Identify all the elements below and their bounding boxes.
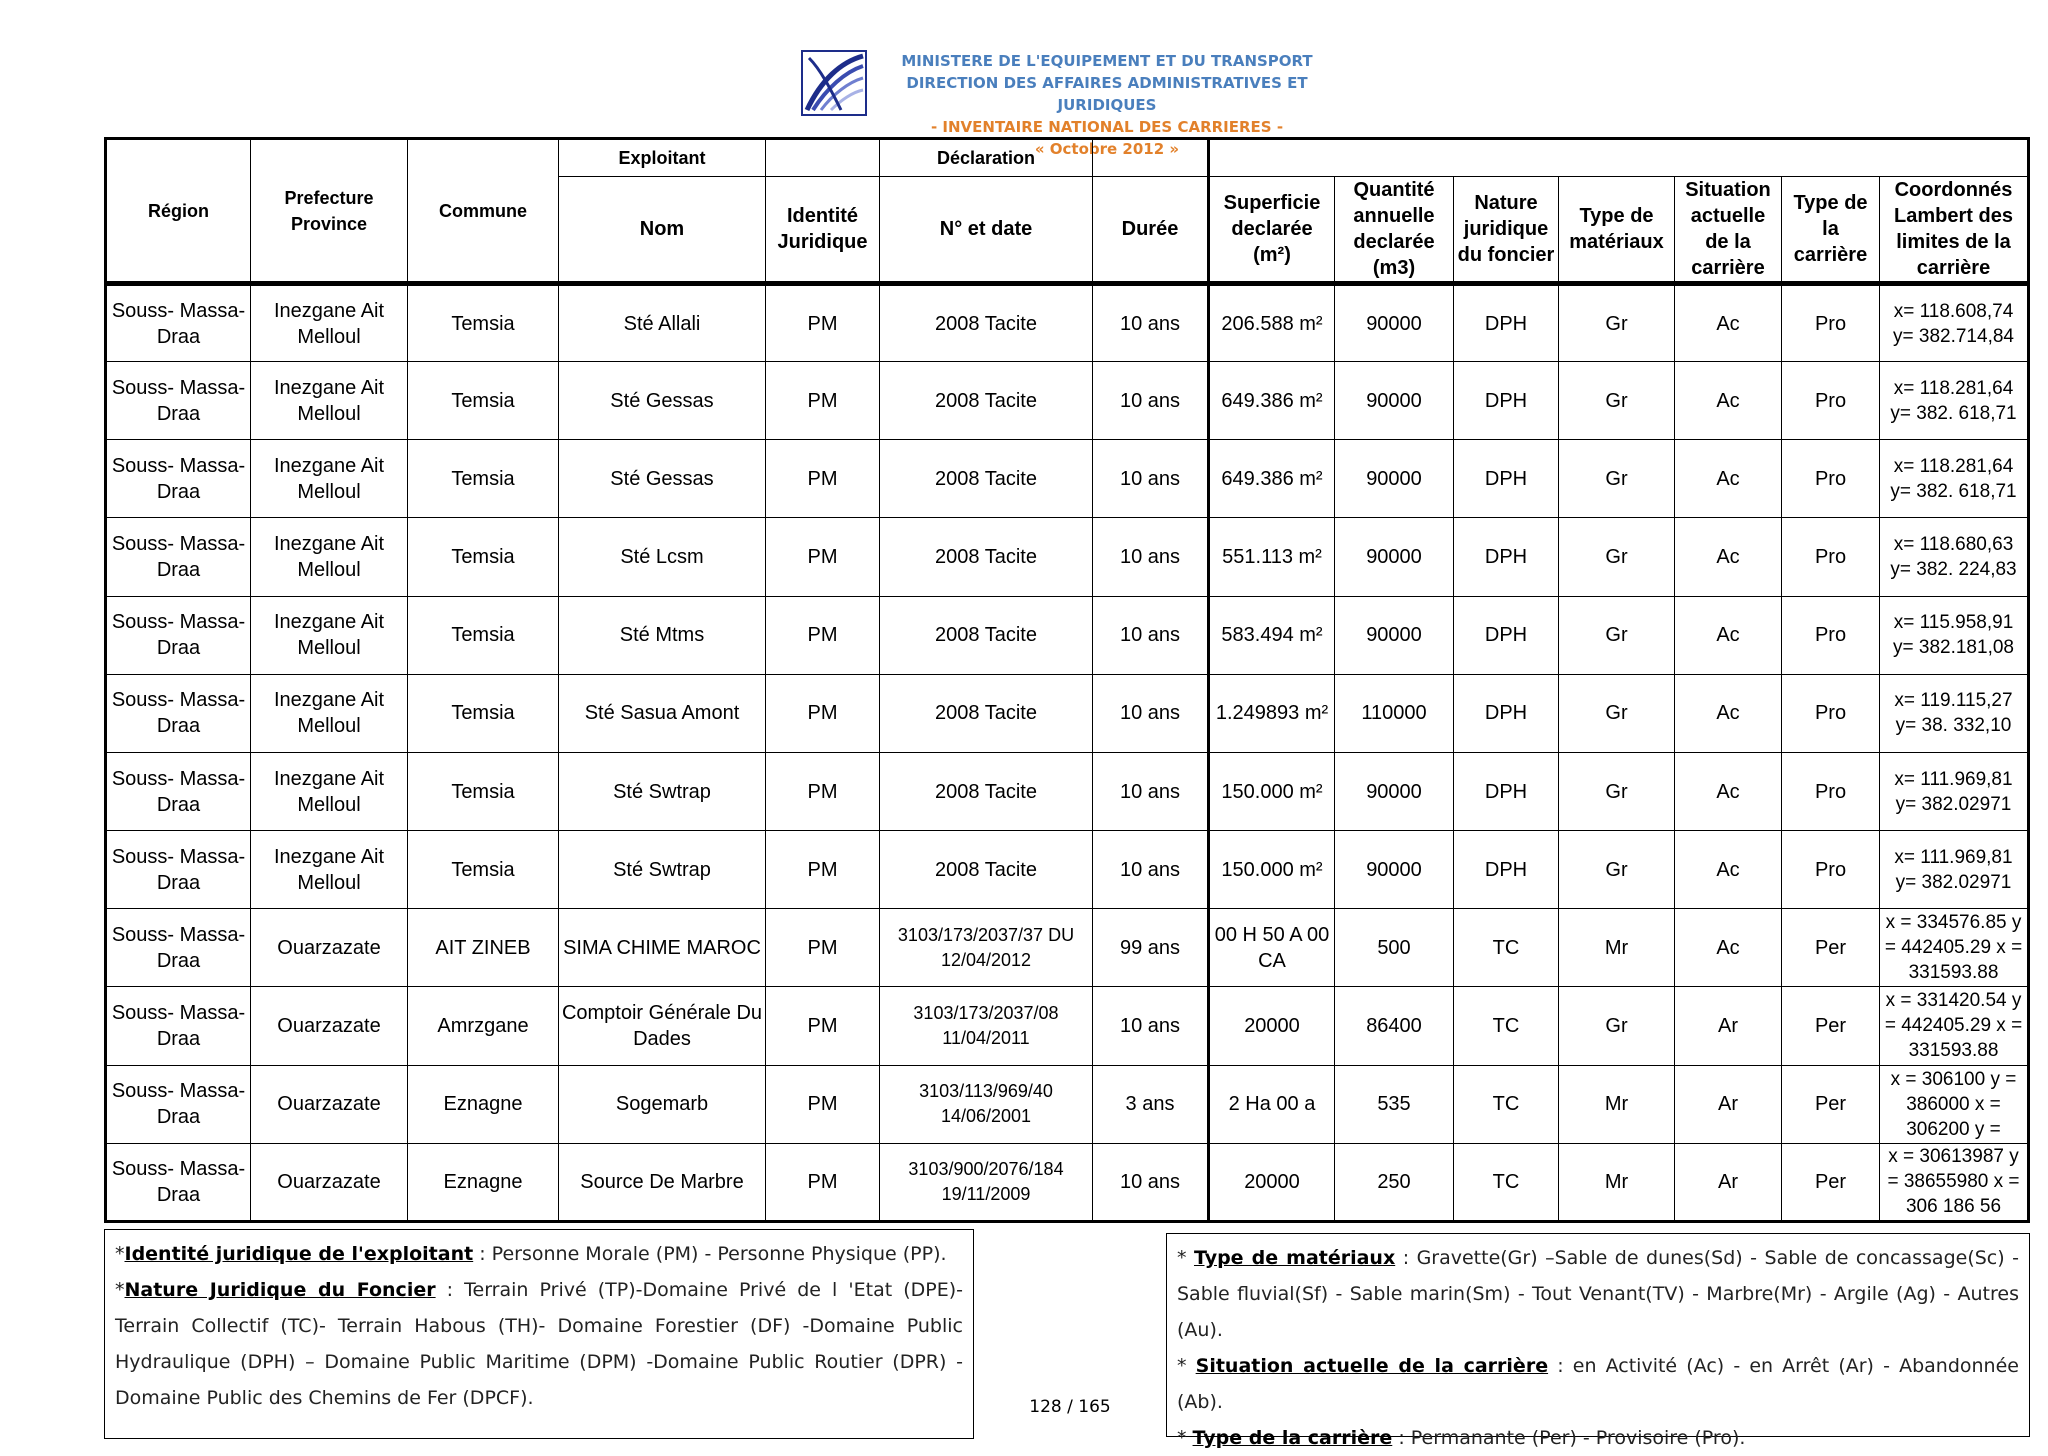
cell-region: Souss- Massa-Draa	[106, 909, 251, 987]
cell-region: Souss- Massa-Draa	[106, 596, 251, 674]
cell-coords: x= 115.958,91 y= 382.181,08	[1880, 596, 2029, 674]
cell-superficie: 20000	[1209, 987, 1335, 1065]
table-row	[106, 987, 2029, 1065]
cell-quantite: 250	[1335, 1143, 1454, 1221]
cell-quantite: 535	[1335, 1065, 1454, 1143]
cell-type-carr: Pro	[1782, 674, 1880, 752]
ministry-logo-icon	[801, 50, 867, 116]
cell-type-carr: Pro	[1782, 518, 1880, 596]
cell-quantite: 90000	[1335, 284, 1454, 362]
cell-prefecture: Inezgane Ait Melloul	[251, 752, 408, 830]
cell-type-mat: Gr	[1559, 831, 1675, 909]
cell-nature: DPH	[1454, 752, 1559, 830]
table-row	[106, 674, 2029, 752]
cell-quantite: 500	[1335, 909, 1454, 987]
cell-numero: 2008 Tacite	[880, 596, 1093, 674]
cell-nature: DPH	[1454, 518, 1559, 596]
cell-situation: Ac	[1675, 909, 1782, 987]
cell-quantite: 86400	[1335, 987, 1454, 1065]
cell-situation: Ar	[1675, 987, 1782, 1065]
cell-coords: x = 334576.85 y = 442405.29 x = 331593.88	[1880, 909, 2029, 987]
quarry-inventory-table	[104, 137, 2030, 1223]
cell-coords: x = 331420.54 y = 442405.29 x = 331593.88	[1880, 987, 2029, 1065]
cell-type-mat: Gr	[1559, 284, 1675, 362]
cell-duree: 10 ans	[1093, 596, 1209, 674]
cell-nature: TC	[1454, 1143, 1559, 1221]
table-row	[106, 909, 2029, 987]
table-row	[106, 752, 2029, 830]
cell-coords: x= 111.969,81 y= 382.02971	[1880, 831, 2029, 909]
cell-nom: Sté Mtms	[559, 596, 766, 674]
legend-type-carriere: * Type de la carrière : Permanante (Per) - Provisoire (Pro).	[1177, 1427, 1746, 1449]
cell-situation: Ac	[1675, 674, 1782, 752]
col-nature: Nature juridique du foncier	[1454, 177, 1559, 284]
col-situation: Situation actuelle de la carrière	[1675, 177, 1782, 284]
cell-quantite: 90000	[1335, 518, 1454, 596]
table-row	[106, 284, 2029, 362]
cell-duree: 3 ans	[1093, 1065, 1209, 1143]
cell-type-carr: Pro	[1782, 596, 1880, 674]
cell-numero: 3103/173/2037/08 11/04/2011	[880, 987, 1093, 1065]
legend-type-carriere-text: : Permanante (Per) - Provisoire (Pro).	[1392, 1427, 1746, 1449]
cell-nom: Sogemarb	[559, 1065, 766, 1143]
cell-nature: DPH	[1454, 362, 1559, 440]
header-inventory: - INVENTAIRE NATIONAL DES CARRIERES -	[930, 118, 1284, 136]
header-date: « Octobre 2012 »	[1034, 140, 1180, 158]
page-number: 128 / 165	[1029, 1397, 1111, 1417]
cell-situation: Ac	[1675, 752, 1782, 830]
cell-commune: Temsia	[408, 362, 559, 440]
cell-region: Souss- Massa-Draa	[106, 440, 251, 518]
cell-situation: Ar	[1675, 1065, 1782, 1143]
table-row	[106, 362, 2029, 440]
cell-quantite: 90000	[1335, 831, 1454, 909]
cell-quantite: 90000	[1335, 596, 1454, 674]
cell-numero: 2008 Tacite	[880, 440, 1093, 518]
cell-type-mat: Gr	[1559, 752, 1675, 830]
legend-identite: *Identité juridique de l'exploitant : Personne Morale (PM) - Personne Physique (PP).	[115, 1243, 947, 1265]
cell-identite: PM	[766, 518, 880, 596]
cell-type-mat: Mr	[1559, 1143, 1675, 1221]
col-quantite: Quantité annuelle declarée (m3)	[1335, 177, 1454, 284]
legend-identite-title: Identité juridique de l'exploitant	[124, 1243, 474, 1265]
cell-region: Souss- Massa-Draa	[106, 1065, 251, 1143]
cell-duree: 10 ans	[1093, 987, 1209, 1065]
cell-superficie: 551.113 m²	[1209, 518, 1335, 596]
cell-region: Souss- Massa-Draa	[106, 1143, 251, 1221]
table-row	[106, 440, 2029, 518]
cell-superficie: 583.494 m²	[1209, 596, 1335, 674]
cell-type-carr: Pro	[1782, 831, 1880, 909]
cell-commune: Temsia	[408, 440, 559, 518]
table-row	[106, 596, 2029, 674]
cell-identite: PM	[766, 362, 880, 440]
cell-numero: 3103/113/969/40 14/06/2001	[880, 1065, 1093, 1143]
cell-duree: 10 ans	[1093, 1143, 1209, 1221]
cell-type-mat: Gr	[1559, 362, 1675, 440]
cell-superficie: 150.000 m²	[1209, 831, 1335, 909]
cell-identite: PM	[766, 596, 880, 674]
cell-duree: 10 ans	[1093, 518, 1209, 596]
cell-numero: 3103/173/2037/37 DU 12/04/2012	[880, 909, 1093, 987]
cell-duree: 10 ans	[1093, 674, 1209, 752]
cell-identite: PM	[766, 909, 880, 987]
cell-situation: Ac	[1675, 362, 1782, 440]
cell-prefecture: Inezgane Ait Melloul	[251, 674, 408, 752]
cell-type-carr: Pro	[1782, 362, 1880, 440]
cell-numero: 2008 Tacite	[880, 518, 1093, 596]
cell-nom: Sté Allali	[559, 284, 766, 362]
cell-commune: Temsia	[408, 831, 559, 909]
cell-commune: Temsia	[408, 284, 559, 362]
table-row	[106, 1065, 2029, 1143]
cell-identite: PM	[766, 1143, 880, 1221]
cell-type-carr: Per	[1782, 909, 1880, 987]
cell-superficie: 649.386 m²	[1209, 440, 1335, 518]
cell-commune: Eznagne	[408, 1065, 559, 1143]
cell-numero: 3103/900/2076/184 19/11/2009	[880, 1143, 1093, 1221]
cell-quantite: 90000	[1335, 440, 1454, 518]
group-empty-2	[1093, 139, 1209, 177]
group-declaration: Déclaration	[880, 139, 1093, 177]
col-duree: Durée	[1093, 177, 1209, 284]
col-commune: Commune	[408, 139, 559, 284]
cell-prefecture: Inezgane Ait Melloul	[251, 831, 408, 909]
col-prefecture: Prefecture Province	[251, 139, 408, 284]
cell-commune: Temsia	[408, 596, 559, 674]
cell-type-mat: Gr	[1559, 596, 1675, 674]
cell-prefecture: Inezgane Ait Melloul	[251, 440, 408, 518]
header-ministry: MINISTERE DE L'EQUIPEMENT ET DU TRANSPORT	[901, 52, 1313, 70]
col-coords: Coordonnés Lambert des limites de la carrière	[1880, 177, 2029, 284]
cell-numero: 2008 Tacite	[880, 831, 1093, 909]
table-header	[106, 139, 2029, 284]
legend-nature: *Nature Juridique du Foncier : Terrain Privé (TP)-Domaine Privé de l 'Etat (DPE)- Terrain Collectif (TC)- Terrain Habous (TH)- Domaine Forestier (DF) -Domaine Public Hydraulique (DPH) – Domaine Public Maritime (DPM) -Domaine Public Routier (DPR) - Domaine Public des Chemins de Fer (DPCF).	[115, 1279, 964, 1409]
cell-type-carr: Pro	[1782, 440, 1880, 518]
cell-type-mat: Gr	[1559, 518, 1675, 596]
cell-type-carr: Per	[1782, 1065, 1880, 1143]
cell-nature: DPH	[1454, 831, 1559, 909]
group-empty-3	[1209, 139, 2029, 177]
cell-superficie: 1.249893 m²	[1209, 674, 1335, 752]
cell-nom: Sté Swtrap	[559, 752, 766, 830]
col-nom: Nom	[559, 177, 766, 284]
cell-superficie: 2 Ha 00 a	[1209, 1065, 1335, 1143]
header-direction: DIRECTION DES AFFAIRES ADMINISTRATIVES ET JURIDIQUES	[906, 74, 1308, 114]
legend-identite-text: : Personne Morale (PM) - Personne Physique (PP).	[473, 1243, 947, 1265]
cell-coords: x = 30613987 y = 38655980 x = 306 186 56	[1880, 1143, 2029, 1221]
cell-commune: Temsia	[408, 752, 559, 830]
cell-type-carr: Per	[1782, 1143, 1880, 1221]
cell-prefecture: Ouarzazate	[251, 987, 408, 1065]
legend-materiaux-title: Type de matériaux	[1193, 1247, 1396, 1269]
cell-quantite: 90000	[1335, 752, 1454, 830]
legend-nature-text: : Terrain Privé (TP)-Domaine Privé de l 'Etat (DPE)- Terrain Collectif (TC)- Terrain Habous (TH)- Domaine Forestier (DF) -Domaine Public Hydraulique (DPH) – Domaine Public Maritime (DPM) -Domaine Public Routier (DPR) - Domaine Public des Chemins de Fer (DPCF).	[115, 1279, 964, 1409]
table-row	[106, 1143, 2029, 1221]
cell-duree: 10 ans	[1093, 831, 1209, 909]
cell-prefecture: Inezgane Ait Melloul	[251, 596, 408, 674]
cell-nature: TC	[1454, 987, 1559, 1065]
cell-prefecture: Inezgane Ait Melloul	[251, 518, 408, 596]
legend-nature-title: Nature Juridique du Foncier	[124, 1279, 436, 1301]
cell-numero: 2008 Tacite	[880, 362, 1093, 440]
cell-superficie: 206.588 m²	[1209, 284, 1335, 362]
cell-region: Souss- Massa-Draa	[106, 674, 251, 752]
cell-identite: PM	[766, 440, 880, 518]
cell-region: Souss- Massa-Draa	[106, 987, 251, 1065]
cell-coords: x= 118.680,63 y= 382. 224,83	[1880, 518, 2029, 596]
legend-left	[104, 1229, 974, 1439]
cell-commune: Temsia	[408, 518, 559, 596]
legend-right	[1166, 1233, 2030, 1449]
cell-identite: PM	[766, 831, 880, 909]
cell-coords: x= 111.969,81 y= 382.02971	[1880, 752, 2029, 830]
legend-type-carriere-title: Type de la carrière	[1192, 1427, 1393, 1449]
group-exploitant: Exploitant	[559, 139, 766, 177]
cell-type-carr: Pro	[1782, 752, 1880, 830]
cell-nom: Sté Gessas	[559, 440, 766, 518]
cell-type-carr: Per	[1782, 987, 1880, 1065]
col-region: Région	[106, 139, 251, 284]
cell-duree: 10 ans	[1093, 362, 1209, 440]
cell-duree: 10 ans	[1093, 752, 1209, 830]
col-identite: Identité Juridique	[766, 177, 880, 284]
cell-identite: PM	[766, 1065, 880, 1143]
cell-region: Souss- Massa-Draa	[106, 518, 251, 596]
cell-region: Souss- Massa-Draa	[106, 362, 251, 440]
cell-situation: Ac	[1675, 596, 1782, 674]
cell-identite: PM	[766, 752, 880, 830]
cell-nom: Comptoir Générale Du Dades	[559, 987, 766, 1065]
cell-situation: Ar	[1675, 1143, 1782, 1221]
cell-numero: 2008 Tacite	[880, 752, 1093, 830]
legend-situation: * Situation actuelle de la carrière : en Activité (Ac) - en Arrêt (Ar) - Abandonnée (Ab).	[1177, 1355, 2019, 1413]
group-empty-1	[766, 139, 880, 177]
cell-prefecture: Ouarzazate	[251, 1065, 408, 1143]
cell-nature: TC	[1454, 909, 1559, 987]
cell-superficie: 649.386 m²	[1209, 362, 1335, 440]
table-body	[106, 284, 2029, 1222]
cell-numero: 2008 Tacite	[880, 674, 1093, 752]
cell-nom: Sté Sasua Amont	[559, 674, 766, 752]
cell-nom: Source De Marbre	[559, 1143, 766, 1221]
cell-identite: PM	[766, 987, 880, 1065]
cell-region: Souss- Massa-Draa	[106, 752, 251, 830]
cell-region: Souss- Massa-Draa	[106, 831, 251, 909]
cell-nom: Sté Gessas	[559, 362, 766, 440]
cell-superficie: 20000	[1209, 1143, 1335, 1221]
cell-superficie: 150.000 m²	[1209, 752, 1335, 830]
cell-situation: Ac	[1675, 831, 1782, 909]
cell-type-mat: Gr	[1559, 987, 1675, 1065]
cell-nature: DPH	[1454, 284, 1559, 362]
cell-superficie: 00 H 50 A 00 CA	[1209, 909, 1335, 987]
cell-nature: DPH	[1454, 440, 1559, 518]
legend-situation-title: Situation actuelle de la carrière	[1195, 1355, 1549, 1377]
cell-prefecture: Ouarzazate	[251, 1143, 408, 1221]
legend-materiaux: * Type de matériaux : Gravette(Gr) –Sable de dunes(Sd) - Sable de concassage(Sc) - Sable fluvial(Sf) - Sable marin(Sm) - Tout Venant(TV) - Marbre(Mr) - Argile (Ag) - Autres (Au).	[1177, 1247, 2019, 1341]
col-type-carriere: Type de la carrière	[1782, 177, 1880, 284]
cell-nature: DPH	[1454, 596, 1559, 674]
cell-type-mat: Mr	[1559, 909, 1675, 987]
legend-materiaux-text: : Gravette(Gr) –Sable de dunes(Sd) - Sable de concassage(Sc) - Sable fluvial(Sf) - Sable marin(Sm) - Tout Venant(TV) - Marbre(Mr) - Argile (Ag) - Autres (Au).	[1177, 1247, 2019, 1341]
cell-coords: x = 306100 y = 386000 x = 306200 y =	[1880, 1065, 2029, 1143]
cell-quantite: 90000	[1335, 362, 1454, 440]
cell-duree: 99 ans	[1093, 909, 1209, 987]
cell-duree: 10 ans	[1093, 440, 1209, 518]
cell-identite: PM	[766, 284, 880, 362]
cell-situation: Ac	[1675, 284, 1782, 362]
cell-duree: 10 ans	[1093, 284, 1209, 362]
cell-region: Souss- Massa-Draa	[106, 284, 251, 362]
cell-commune: Temsia	[408, 674, 559, 752]
table-row	[106, 518, 2029, 596]
cell-commune: AIT ZINEB	[408, 909, 559, 987]
cell-coords: x= 118.281,64 y= 382. 618,71	[1880, 440, 2029, 518]
cell-nom: SIMA CHIME MAROC	[559, 909, 766, 987]
cell-commune: Amrzgane	[408, 987, 559, 1065]
cell-type-mat: Mr	[1559, 1065, 1675, 1143]
col-numero: N° et date	[880, 177, 1093, 284]
cell-prefecture: Ouarzazate	[251, 909, 408, 987]
cell-coords: x= 118.608,74 y= 382.714,84	[1880, 284, 2029, 362]
cell-prefecture: Inezgane Ait Melloul	[251, 284, 408, 362]
cell-situation: Ac	[1675, 440, 1782, 518]
cell-nature: TC	[1454, 1065, 1559, 1143]
col-superficie: Superficie declarée (m²)	[1209, 177, 1335, 284]
cell-identite: PM	[766, 674, 880, 752]
col-type-materiaux: Type de matériaux	[1559, 177, 1675, 284]
legend-situation-text: : en Activité (Ac) - en Arrêt (Ar) - Abandonnée (Ab).	[1177, 1355, 2019, 1413]
cell-coords: x= 119.115,27 y= 38. 332,10	[1880, 674, 2029, 752]
cell-type-mat: Gr	[1559, 674, 1675, 752]
cell-nature: DPH	[1454, 674, 1559, 752]
cell-coords: x= 118.281,64 y= 382. 618,71	[1880, 362, 2029, 440]
cell-prefecture: Inezgane Ait Melloul	[251, 362, 408, 440]
cell-nom: Sté Lcsm	[559, 518, 766, 596]
cell-commune: Eznagne	[408, 1143, 559, 1221]
table-row	[106, 831, 2029, 909]
cell-numero: 2008 Tacite	[880, 284, 1093, 362]
cell-situation: Ac	[1675, 518, 1782, 596]
cell-type-carr: Pro	[1782, 284, 1880, 362]
cell-type-mat: Gr	[1559, 440, 1675, 518]
cell-nom: Sté Swtrap	[559, 831, 766, 909]
cell-quantite: 110000	[1335, 674, 1454, 752]
